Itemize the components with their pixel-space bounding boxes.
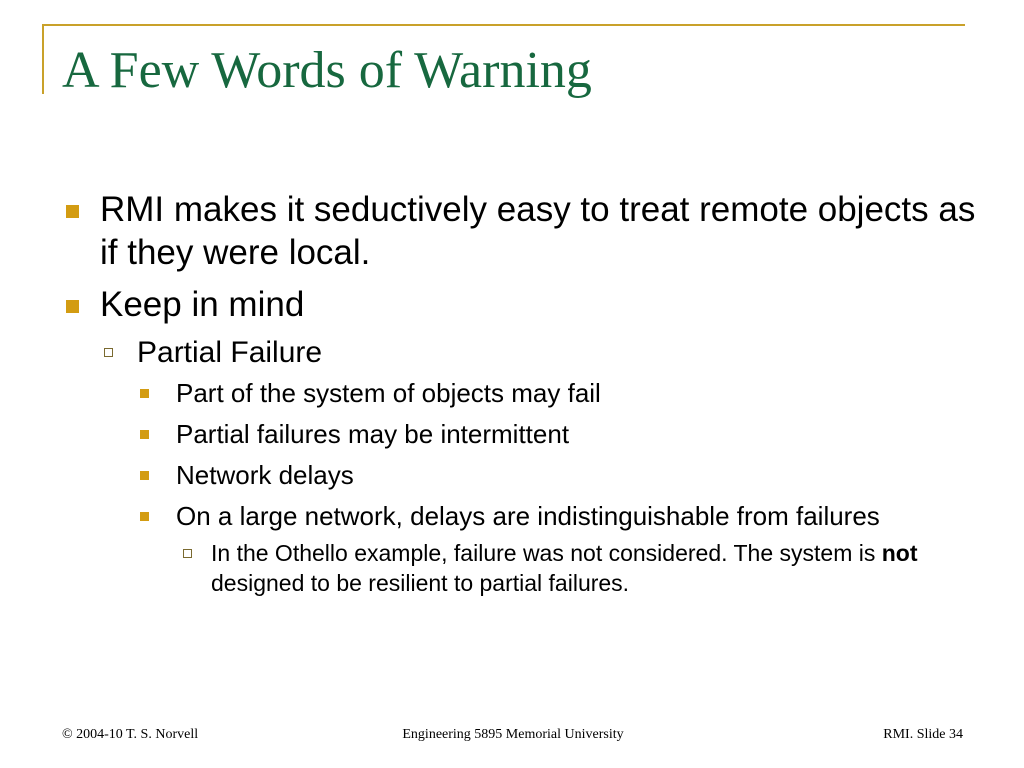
bullet-level3: [0, 418, 1024, 450]
square-bullet-icon: [140, 471, 149, 480]
hollow-square-bullet-icon: [104, 348, 113, 357]
bullet-level3: [0, 459, 1024, 491]
bullet-text: Partial failures may be intermittent: [176, 419, 570, 449]
square-bullet-icon: [66, 300, 79, 313]
bullet-text: Partial Failure: [137, 336, 323, 369]
square-bullet-icon: [140, 389, 149, 398]
bullet-text: Part of the system of objects may fail: [176, 378, 601, 408]
bullet-level4: [0, 538, 1024, 598]
bullet-level3: [0, 500, 1024, 532]
footer-slide-number: RMI. Slide 34: [883, 727, 963, 742]
square-bullet-icon: [140, 430, 149, 439]
bullet-text-post: designed to be resilient to partial failures.: [211, 570, 630, 596]
footer-copyright: © 2004-10 T. S. Norvell: [62, 727, 199, 742]
square-bullet-icon: [140, 512, 149, 521]
frame-left-line: [42, 24, 44, 94]
bullet-level2: [0, 335, 1024, 371]
bullet-text-pre: In the Othello example, failure was not considered. The system is: [211, 540, 882, 566]
bullet-level1: [0, 188, 1024, 274]
bullet-text: On a large network, delays are indistinguishable from failures: [176, 501, 880, 531]
bullet-level3: [0, 377, 1024, 409]
bullet-list: [0, 188, 1024, 598]
bullet-text: Keep in mind: [100, 285, 305, 324]
square-bullet-icon: [66, 205, 79, 218]
footer-course: Engineering 5895 Memorial University: [402, 727, 624, 742]
slide-title: A Few Words of Warning: [62, 42, 592, 99]
bullet-text: Network delays: [176, 460, 354, 490]
bullet-text-bold: not: [881, 540, 918, 566]
bullet-text: RMI makes it seductively easy to treat remote objects as if they were local.: [100, 190, 976, 272]
hollow-square-bullet-icon: [183, 549, 192, 558]
bullet-level1: [0, 283, 1024, 326]
frame-top-line: [42, 24, 965, 26]
